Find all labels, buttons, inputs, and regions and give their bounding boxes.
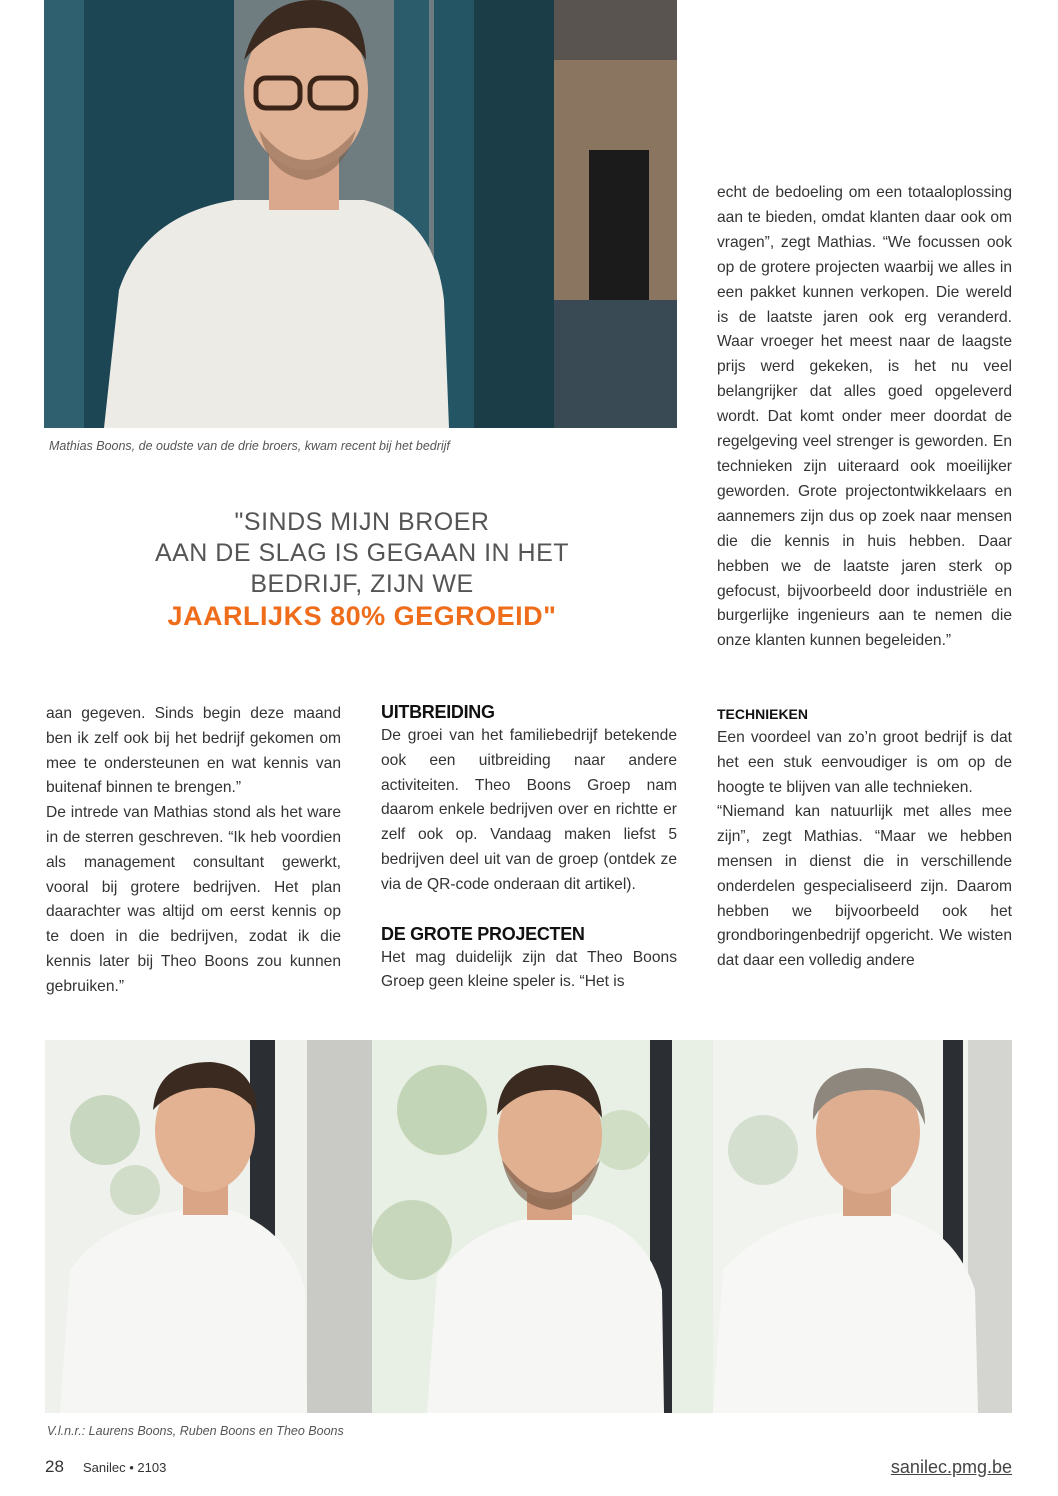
page-number: 28 (45, 1457, 64, 1476)
portrait-photo-mathias (44, 0, 677, 428)
quote-line-3: BEDRIJF, ZIJN WE (250, 570, 474, 598)
website-link[interactable]: sanilec.pmg.be (890, 1457, 1012, 1477)
right-top-paragraph: echt de bedoeling om een totaaloplossing aan te bieden, omdat klanten daar ook om vragen”, zegt Mathias. “We focussen ook op de grotere projecten waarbij we alles in een pakket kunnen verkopen. Die wereld is de laatste jaren ook erg veranderd. Waar vroeger het meest naar de laagste prijs werd gekeken, is het nu veel belangrijker dat alles goed opgeleverd wordt. Dat komt onder meer doordat de regelgeving veel strenger is geworden. En technieken zijn uiteraard ook moeilijker geworden. Grote projectontwikkelaars en aannemers zijn dus op zoek naar mensen die die kennis in huis hebben. Daar hebben we de laatste jaren sterk op gefocust, bijvoorbeeld door industriële en burgerlijke ingenieurs aan te nemen die onze klanten kunnen begeleiden.” (717, 184, 1012, 650)
top-photo-caption: Mathias Boons, de oudste van de drie broers, kwam recent bij het bedrijf (49, 439, 450, 453)
column-2 (381, 700, 677, 995)
bottom-photo-caption: V.l.n.r.: Laurens Boons, Ruben Boons en Theo Boons (47, 1424, 344, 1438)
heading-technieken: TECHNIEKEN (717, 706, 809, 722)
col3-paragraph-1: Een voordeel van zo’n groot bedrijf is dat het een stuk eenvoudiger is om op de hoogte te blijven van alle technieken. (717, 729, 1012, 796)
pull-quote (45, 507, 679, 633)
column-3 (717, 702, 1012, 974)
quote-accent: JAARLIJKS 80% GEGROEID" (167, 601, 557, 631)
portrait-photo-theo (713, 1040, 1012, 1413)
right-top-column (717, 181, 1012, 654)
col1-paragraph-1: aan gegeven. Sinds begin deze maand ben ik zelf ook bij het bedrijf gekomen om mee te ondersteunen en wat kennis van buitenaf binnen te brengen.” (46, 705, 341, 797)
quote-line-2: AAN DE SLAG IS GEGAAN IN HET (154, 539, 570, 567)
col3-paragraph-2: “Niemand kan natuurlijk met alles mee zijn”, zegt Mathias. “Maar we hebben mensen in dienst die in verschillende onderdelen gespecialiseerd zijn. Daarom hebben we bijvoorbeeld ook het grondboringenbedrijf opgericht. We wisten dat daar een volledig andere (717, 803, 1012, 970)
portrait-photo-laurens (45, 1040, 372, 1413)
heading-uitbreiding: UITBREIDING (381, 702, 495, 722)
portrait-photo-ruben (372, 1040, 713, 1413)
col1-paragraph-2: De intrede van Mathias stond als het ware in de sterren geschreven. “Ik heb voordien als management consultant gewerkt, vooral bij grotere bedrijven. Het plan daarachter was altijd om eerst kennis op te doen in die bedrijven, zodat ik die kennis later bij Theo Boons zou kunnen gebruiken.” (46, 804, 341, 995)
col2-paragraph-1: De groei van het familiebedrijf betekende ook een uitbreiding naar andere activiteiten. Theo Boons Groep nam daarom enkele bedrijven over en richtte er zelf ook op. Vandaag maken liefst 5 bedrijven deel uit van de groep (ontdek ze via de QR-code onderaan dit artikel). (381, 727, 677, 893)
heading-grote-projecten: DE GROTE PROJECTEN (381, 923, 585, 944)
quote-line-1: "SINDS MIJN BROER (234, 508, 490, 536)
col2-paragraph-2: Het mag duidelijk zijn dat Theo Boons Groep geen kleine speler is. “Het is (381, 948, 677, 991)
magazine-issue: Sanilec • 2103 (83, 1460, 167, 1475)
column-1 (46, 702, 341, 1000)
